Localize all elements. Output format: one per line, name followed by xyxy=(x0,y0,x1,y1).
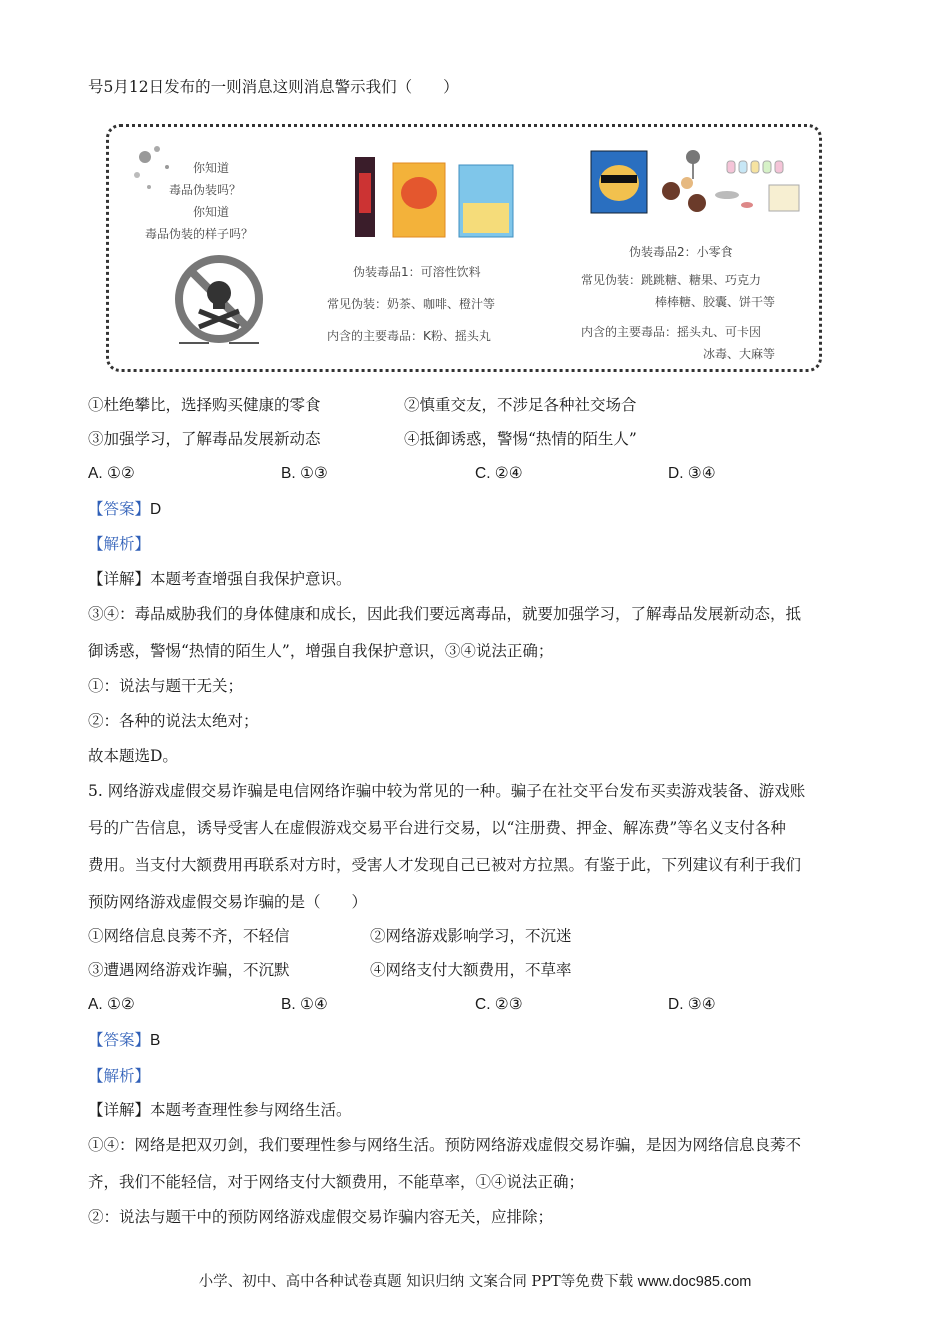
disguise-1-title: 伪装毒品1：可溶性饮料 xyxy=(353,265,481,279)
q4-option-d: D. ③④ xyxy=(668,465,716,482)
disguise-2-common-1: 常见伪装：跳跳糖、糖果、巧克力 xyxy=(581,273,762,287)
answer-label: 【答案】 xyxy=(88,1031,151,1049)
drug-disguise-illustration xyxy=(106,124,822,372)
disguise-1-main: 内含的主要毒品：K粉、摇头丸 xyxy=(327,329,491,343)
q5-answer xyxy=(88,1030,160,1051)
snack-items-icon xyxy=(587,145,807,235)
q4-option-c: C. ②④ xyxy=(475,465,523,482)
footer-link[interactable]: www.doc985.com xyxy=(637,1274,752,1290)
q4-option-a: A. ①② xyxy=(88,465,135,482)
q4-explanation-line-1: ③④：毒品威胁我们的身体健康和成长，因此我们要远离毒品，就要加强学习，了解毒品发展新动态，抵 xyxy=(88,605,802,623)
q5-stem-line-2: 号的广告信息，诱导受害人在虚假游戏交易平台进行交易，以“注册费、押金、解冻费”等名义支付各种 xyxy=(88,819,786,837)
q5-option-b: B. ①④ xyxy=(281,996,328,1013)
q4-conclusion: 故本题选D。 xyxy=(88,747,178,765)
disguise-1-common: 常见伪装：奶茶、咖啡、橙汁等 xyxy=(327,297,496,311)
q4-statement-4: ④抵御诱惑，警惕“热情的陌生人” xyxy=(404,430,637,448)
q5-explanation-line-3: ②：说法与题干中的预防网络游戏虚假交易诈骗内容无关，应排除； xyxy=(88,1208,554,1226)
disguise-2-main-2: 冰毒、大麻等 xyxy=(703,347,776,361)
q5-option-a: A. ①② xyxy=(88,996,135,1013)
q5-detail: 【详解】本题考查理性参与网络生活。 xyxy=(88,1101,352,1119)
answer-label: 【答案】 xyxy=(88,500,151,518)
q5-explanation-line-2: 齐，我们不能轻信，对于网络支付大额费用，不能草率，①④说法正确； xyxy=(88,1173,585,1191)
q4-statement-2: ②慎重交友，不涉足各种社交场合 xyxy=(404,396,637,414)
drink-packages-icon xyxy=(349,153,519,243)
no-drugs-sign-icon xyxy=(169,251,269,351)
page-footer xyxy=(0,1270,950,1291)
answer-value: D xyxy=(150,501,162,518)
q5-stem-line-3: 费用。当支付大额费用再联系对方时，受害人才发现自己已被对方拉黑。有鉴于此，下列建议有利于我们 xyxy=(88,856,802,874)
q4-explanation-line-3: ①：说法与题干无关； xyxy=(88,677,244,695)
answer-value: B xyxy=(150,1032,161,1049)
q5-statement-2: ②网络游戏影响学习，不沉迷 xyxy=(370,927,572,945)
illustration-question-4: 毒品伪装的样子吗？ xyxy=(145,227,254,241)
q4-answer xyxy=(88,499,161,520)
q5-stem-line-1: 5. 网络游戏虚假交易诈骗是电信网络诈骗中较为常见的一种。骗子在社交平台发布买卖游戏装备、游戏账 xyxy=(88,782,806,800)
disguise-2-title: 伪装毒品2：小零食 xyxy=(629,245,733,259)
q4-option-b: B. ①③ xyxy=(281,465,328,482)
q5-option-c: C. ②③ xyxy=(475,996,523,1013)
q4-explanation-line-4: ②：各种的说法太绝对； xyxy=(88,712,259,730)
q4-explanation-line-2: 御诱惑，警惕“热情的陌生人”，增强自我保护意识，③④说法正确； xyxy=(88,642,554,660)
q5-option-d: D. ③④ xyxy=(668,996,716,1013)
q4-statement-3: ③加强学习，了解毒品发展新动态 xyxy=(88,430,321,448)
question-stem-tail: 号5月12日发布的一则消息这则消息警示我们（ ） xyxy=(88,78,459,96)
q4-detail: 【详解】本题考查增强自我保护意识。 xyxy=(88,570,352,588)
q4-analysis-label: 【解析】 xyxy=(88,535,151,553)
q5-statement-1: ①网络信息良莠不齐，不轻信 xyxy=(88,927,290,945)
disguise-2-main-1: 内含的主要毒品：摇头丸、可卡因 xyxy=(581,325,762,339)
disguise-2-common-2: 棒棒糖、胶囊、饼干等 xyxy=(655,295,776,309)
illustration-question-3: 你知道 xyxy=(193,205,230,219)
q5-analysis-label: 【解析】 xyxy=(88,1067,151,1085)
illustration-question-1: 你知道 xyxy=(193,161,230,175)
q4-statement-1: ①杜绝攀比，选择购买健康的零食 xyxy=(88,396,321,414)
illustration-question-2: 毒品伪装吗？ xyxy=(169,183,242,197)
q5-stem-line-4: 预防网络游戏虚假交易诈骗的是（ ） xyxy=(88,893,368,911)
q5-statement-3: ③遭遇网络游戏诈骗，不沉默 xyxy=(88,961,290,979)
q5-statement-4: ④网络支付大额费用，不草率 xyxy=(370,961,572,979)
footer-text: 小学、初中、高中各种试卷真题 知识归纳 文案合同 PPT等免费下载 xyxy=(198,1274,634,1290)
q5-explanation-line-1: ①④：网络是把双刃剑，我们要理性参与网络生活。预防网络游戏虚假交易诈骗，是因为网络信息良莠不 xyxy=(88,1136,802,1154)
